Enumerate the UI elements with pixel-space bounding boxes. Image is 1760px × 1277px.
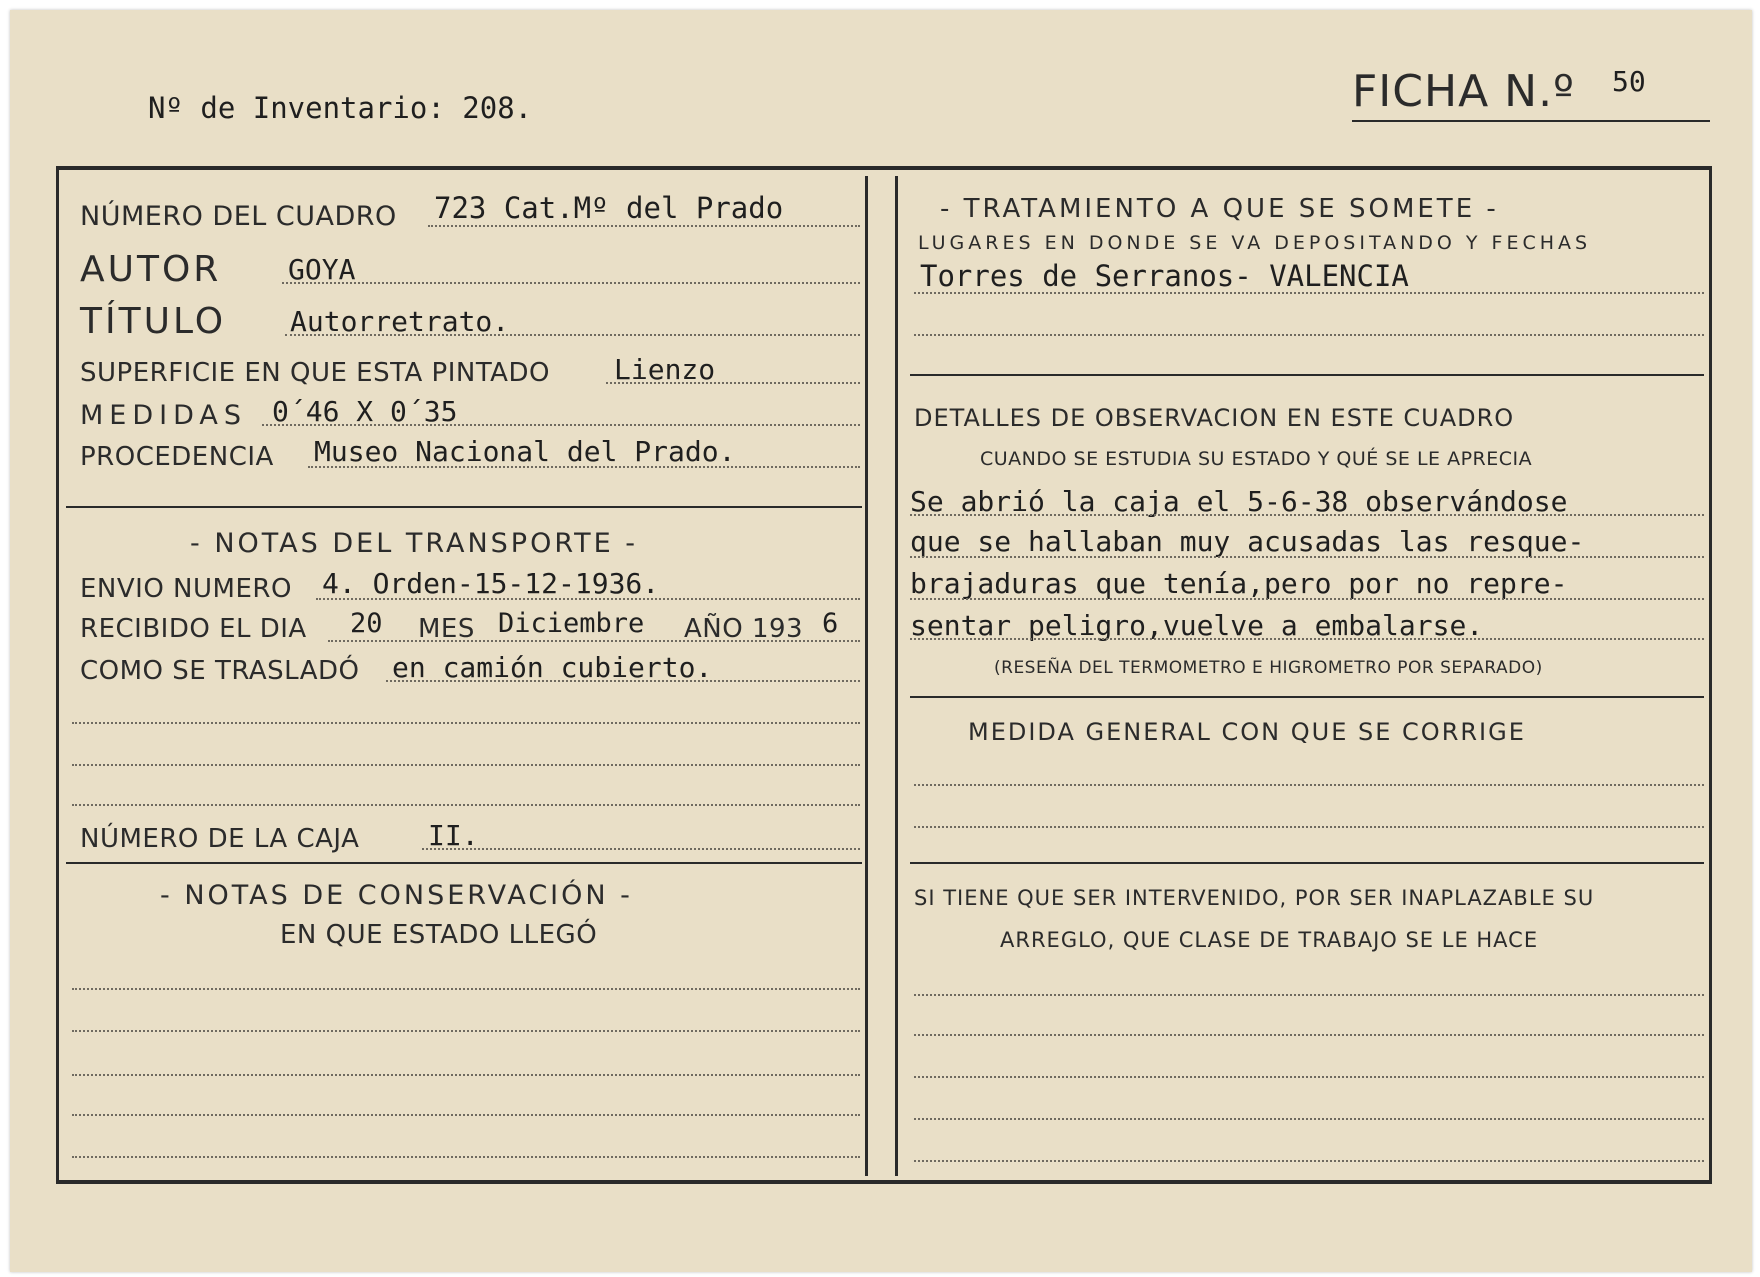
superficie-value: Lienzo	[614, 353, 716, 386]
intervencion-heading-1: SI TIENE QUE SER INTERVENIDO, POR SER INAPLAZABLE SU	[914, 886, 1595, 910]
autor-label: AUTOR	[80, 249, 222, 290]
recibido-mes-value: Diciembre	[498, 608, 645, 639]
detalles-line-3: brajaduras que tenía,pero por no repre-	[910, 567, 1568, 600]
notas-conservacion-subheading: EN QUE ESTADO LLEGÓ	[280, 920, 598, 950]
envio-label: ENVIO NUMERO	[80, 574, 292, 604]
recibido-dia-value: 20	[350, 608, 383, 639]
inventory-card	[10, 10, 1752, 1272]
traslado-value: en camión cubierto.	[392, 651, 713, 684]
frame-bottom	[56, 1180, 1712, 1184]
ficha-label: FICHA N.º	[1352, 66, 1575, 117]
notas-conservacion-heading: - NOTAS DE CONSERVACIÓN -	[160, 880, 633, 911]
detalles-line-2: que se hallaban muy acusadas las resque-	[910, 525, 1585, 558]
titulo-value: Autorretrato.	[290, 305, 510, 338]
numero-cuadro-value: 723 Cat.Mº del Prado	[434, 191, 784, 225]
column-divider-a	[865, 176, 868, 1176]
left-rule-1	[66, 506, 862, 508]
tratamiento-subheading: LUGARES EN DONDE SE VA DEPOSITANDO Y FECHAS	[918, 232, 1592, 254]
numero-caja-label: NÚMERO DE LA CAJA	[80, 824, 360, 854]
right-rule-3	[910, 862, 1704, 864]
column-divider-b	[895, 176, 898, 1176]
tratamiento-value: Torres de Serranos- VALENCIA	[920, 259, 1409, 293]
medidas-value: 0´46 X 0´35	[272, 395, 458, 428]
detalles-heading: DETALLES DE OBSERVACION EN ESTE CUADRO	[914, 404, 1515, 432]
right-rule-1	[910, 374, 1704, 376]
titulo-label: TÍTULO	[80, 301, 227, 342]
detalles-note: (RESEÑA DEL TERMOMETRO E HIGROMETRO POR SEPARADO)	[994, 658, 1543, 678]
procedencia-label: PROCEDENCIA	[80, 442, 274, 472]
frame-right	[1709, 166, 1712, 1184]
medidas-label: MEDIDAS	[80, 400, 248, 431]
inventory-number: Nº de Inventario: 208.	[148, 91, 533, 125]
numero-cuadro-label: NÚMERO DEL CUADRO	[80, 201, 397, 232]
frame-top	[56, 166, 1712, 170]
left-rule-2	[66, 862, 862, 864]
medida-general-heading: MEDIDA GENERAL CON QUE SE CORRIGE	[968, 718, 1526, 746]
recibido-label: RECIBIDO EL DIA	[80, 614, 307, 644]
detalles-line-1: Se abrió la caja el 5-6-38 observándose	[910, 485, 1568, 518]
autor-value: GOYA	[288, 253, 356, 286]
intervencion-heading-2: ARREGLO, QUE CLASE DE TRABAJO SE LE HACE	[1000, 928, 1539, 952]
recibido-ano-label: AÑO 193	[684, 614, 804, 644]
ficha-underline	[1352, 120, 1710, 122]
detalles-subheading: CUANDO SE ESTUDIA SU ESTADO Y QUÉ SE LE APRECIA	[980, 448, 1533, 470]
superficie-label: SUPERFICIE EN QUE ESTA PINTADO	[80, 358, 550, 388]
tratamiento-heading: - TRATAMIENTO A QUE SE SOMETE -	[940, 194, 1499, 224]
right-rule-2	[910, 696, 1704, 698]
numero-caja-value: II.	[428, 819, 479, 852]
traslado-label: COMO SE TRASLADÓ	[80, 656, 360, 686]
frame-left	[56, 166, 59, 1184]
detalles-line-4: sentar peligro,vuelve a embalarse.	[910, 609, 1484, 642]
notas-transporte-heading: - NOTAS DEL TRANSPORTE -	[190, 528, 639, 559]
procedencia-value: Museo Nacional del Prado.	[314, 435, 736, 468]
recibido-mes-label: MES	[418, 614, 475, 644]
recibido-ano-suffix: 6	[822, 608, 839, 639]
ficha-number: 50	[1612, 65, 1646, 98]
envio-value: 4. Orden-15-12-1936.	[322, 567, 660, 600]
